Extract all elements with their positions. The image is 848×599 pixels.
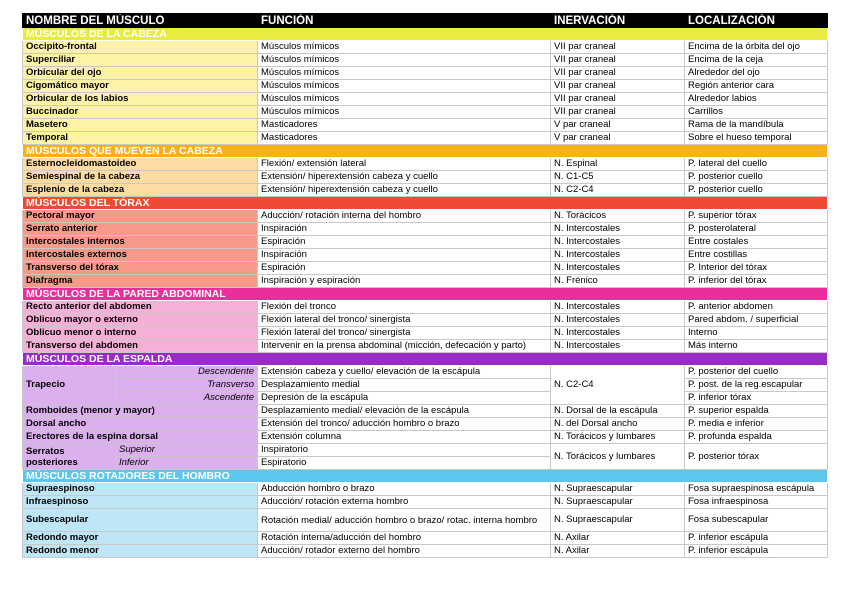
muscle-name: Transverso del tórax bbox=[23, 262, 258, 275]
muscle-subpart: Transverso bbox=[116, 379, 258, 392]
muscle-innervation: V par craneal bbox=[551, 119, 685, 132]
table-row bbox=[23, 210, 828, 223]
muscle-innervation: N. Intercostales bbox=[551, 327, 685, 340]
table-row bbox=[23, 545, 828, 558]
table-row bbox=[23, 249, 828, 262]
muscle-function: Músculos mímicos bbox=[258, 93, 551, 106]
section-title: MÚSCULOS ROTADORES DEL HOMBRO bbox=[23, 470, 828, 483]
muscle-subpart: Descendente bbox=[116, 366, 258, 379]
muscle-function: Flexión lateral del tronco/ sinergista bbox=[258, 327, 551, 340]
muscle-function: Inspiración bbox=[258, 223, 551, 236]
muscle-function: Inspiración bbox=[258, 249, 551, 262]
muscle-function: Músculos mímicos bbox=[258, 80, 551, 93]
muscle-name: Supraespinoso bbox=[23, 483, 258, 496]
muscle-name: Esternocleidomastoideo bbox=[23, 158, 258, 171]
muscle-location: P. posterolateral bbox=[685, 223, 828, 236]
muscle-function: Espiración bbox=[258, 262, 551, 275]
muscle-location: P. posterior tórax bbox=[685, 444, 828, 470]
muscle-location: Sobre el hueso temporal bbox=[685, 132, 828, 145]
section-header-row bbox=[23, 197, 828, 210]
muscle-location: Más interno bbox=[685, 340, 828, 353]
section-header-row bbox=[23, 470, 828, 483]
section-title: MÚSCULOS DE LA PARED ABDOMINAL bbox=[23, 288, 828, 301]
muscle-innervation: N. Supraescapular bbox=[551, 483, 685, 496]
muscle-location: P. inferior del tórax bbox=[685, 275, 828, 288]
table-row bbox=[23, 171, 828, 184]
section-header-row bbox=[23, 288, 828, 301]
muscle-name: Cigomático mayor bbox=[23, 80, 258, 93]
muscle-name: Orbicular del ojo bbox=[23, 67, 258, 80]
muscle-location: P. profunda espalda bbox=[685, 431, 828, 444]
muscle-location: P. Interior del tórax bbox=[685, 262, 828, 275]
header-funcion: FUNCIÓN bbox=[258, 14, 551, 28]
muscle-name: Diafragma bbox=[23, 275, 258, 288]
section-title: MÚSCULOS DEL TÓRAX bbox=[23, 197, 828, 210]
muscle-name: Erectores de la espina dorsal bbox=[23, 431, 258, 444]
header-nombre: NOMBRE DEL MÚSCULO bbox=[23, 14, 258, 28]
table-body bbox=[23, 28, 828, 558]
muscle-function: Músculos mímicos bbox=[258, 41, 551, 54]
muscle-location: P. superior tórax bbox=[685, 210, 828, 223]
muscle-function: Músculos mímicos bbox=[258, 106, 551, 119]
muscle-function: Aducción/ rotación externa hombro bbox=[258, 496, 551, 509]
muscle-innervation: N. Frénico bbox=[551, 275, 685, 288]
muscle-innervation: N. C1-C5 bbox=[551, 171, 685, 184]
table-row bbox=[23, 444, 828, 457]
table-row bbox=[23, 41, 828, 54]
table-row bbox=[23, 509, 828, 532]
table-row bbox=[23, 418, 828, 431]
muscle-location: P. anterior abdomen bbox=[685, 301, 828, 314]
muscle-innervation: N. del Dorsal ancho bbox=[551, 418, 685, 431]
muscle-table bbox=[22, 13, 828, 558]
muscle-function: Músculos mímicos bbox=[258, 54, 551, 67]
section-header-row bbox=[23, 28, 828, 41]
muscle-function: Intervenir en la prensa abdominal (micción, defecación y parto) bbox=[258, 340, 551, 353]
muscle-location: P. superior espalda bbox=[685, 405, 828, 418]
muscle-location: P. post. de la reg.escapular bbox=[685, 379, 828, 392]
section-header-row bbox=[23, 145, 828, 158]
muscle-innervation: N. Torácicos y lumbares bbox=[551, 431, 685, 444]
header-inervacion: INERVACIÓN bbox=[551, 14, 685, 28]
muscle-name: Infraespinoso bbox=[23, 496, 258, 509]
muscle-function: Espiración bbox=[258, 236, 551, 249]
muscle-innervation: N. Intercostales bbox=[551, 262, 685, 275]
table-row bbox=[23, 236, 828, 249]
table-row bbox=[23, 496, 828, 509]
muscle-location: Entre costillas bbox=[685, 249, 828, 262]
muscle-innervation: N. Torácicos bbox=[551, 210, 685, 223]
muscle-function: Aducción/ rotación interna del hombro bbox=[258, 210, 551, 223]
table-row bbox=[23, 340, 828, 353]
muscle-innervation: VII par craneal bbox=[551, 106, 685, 119]
muscle-name: Serrato anterior bbox=[23, 223, 258, 236]
muscle-location: P. inferior tórax bbox=[685, 392, 828, 405]
muscle-innervation: N. Intercostales bbox=[551, 314, 685, 327]
header-row bbox=[23, 14, 828, 28]
muscle-name: Buccinador bbox=[23, 106, 258, 119]
muscle-innervation: N. Intercostales bbox=[551, 340, 685, 353]
table-row bbox=[23, 93, 828, 106]
table-row bbox=[23, 223, 828, 236]
table-row bbox=[23, 314, 828, 327]
muscle-location: Carrillos bbox=[685, 106, 828, 119]
muscle-subpart: Superior bbox=[116, 444, 258, 457]
table-row bbox=[23, 132, 828, 145]
muscle-location: Encima de la ceja bbox=[685, 54, 828, 67]
muscle-function: Inspiración y espiración bbox=[258, 275, 551, 288]
muscle-function: Rotación medial/ aducción hombro o brazo/ rotac. interna hombro bbox=[258, 509, 551, 532]
muscle-name: Intercostales externos bbox=[23, 249, 258, 262]
muscle-innervation: N. Axilar bbox=[551, 545, 685, 558]
table-row bbox=[23, 366, 828, 379]
muscle-name: Masetero bbox=[23, 119, 258, 132]
table-row bbox=[23, 532, 828, 545]
muscle-function: Músculos mímicos bbox=[258, 67, 551, 80]
muscle-name: Subescapular bbox=[23, 509, 258, 532]
muscle-name: Intercostales internos bbox=[23, 236, 258, 249]
header-localizacion: LOCALIZACIÓN bbox=[685, 14, 828, 28]
muscle-name: Pectoral mayor bbox=[23, 210, 258, 223]
muscle-function: Extensión/ hiperextensión cabeza y cuello bbox=[258, 171, 551, 184]
muscle-location: Alrededor labios bbox=[685, 93, 828, 106]
muscle-location: Pared abdom. / superficial bbox=[685, 314, 828, 327]
muscle-name: Transverso del abdomen bbox=[23, 340, 258, 353]
muscle-location: P. posterior del cuello bbox=[685, 366, 828, 379]
muscle-function: Desplazamiento medial bbox=[258, 379, 551, 392]
muscle-innervation: N. Espinal bbox=[551, 158, 685, 171]
muscle-subpart: Ascendente bbox=[116, 392, 258, 405]
section-title: MÚSCULOS DE LA ESPALDA bbox=[23, 353, 828, 366]
muscle-function: Abducción hombro o brazo bbox=[258, 483, 551, 496]
table-row bbox=[23, 80, 828, 93]
muscle-name: Temporal bbox=[23, 132, 258, 145]
muscle-innervation: N. Dorsal de la escápula bbox=[551, 405, 685, 418]
muscle-name: Trapecio bbox=[23, 366, 116, 405]
muscle-name: Oblicuo menor o interno bbox=[23, 327, 258, 340]
table-row bbox=[23, 119, 828, 132]
muscle-location: Alrededor del ojo bbox=[685, 67, 828, 80]
muscle-innervation: N. Intercostales bbox=[551, 223, 685, 236]
muscle-innervation: N. Torácicos y lumbares bbox=[551, 444, 685, 470]
muscle-function: Inspiratorio bbox=[258, 444, 551, 457]
table-row bbox=[23, 431, 828, 444]
muscle-innervation: VII par craneal bbox=[551, 41, 685, 54]
muscle-location: Interno bbox=[685, 327, 828, 340]
table-row bbox=[23, 392, 828, 405]
muscle-innervation: N. Intercostales bbox=[551, 301, 685, 314]
muscle-function: Flexión lateral del tronco/ sinergista bbox=[258, 314, 551, 327]
muscle-location: Fosa infraespinosa bbox=[685, 496, 828, 509]
muscle-function: Extensión columna bbox=[258, 431, 551, 444]
muscle-location: P. posterior cuello bbox=[685, 184, 828, 197]
section-title: MÚSCULOS DE LA CABEZA bbox=[23, 28, 828, 41]
muscle-innervation: VII par craneal bbox=[551, 93, 685, 106]
muscle-innervation: VII par craneal bbox=[551, 54, 685, 67]
muscle-location: Fosa subescapular bbox=[685, 509, 828, 532]
table-row bbox=[23, 483, 828, 496]
table-row bbox=[23, 262, 828, 275]
muscle-name: Superciliar bbox=[23, 54, 258, 67]
table-row bbox=[23, 405, 828, 418]
table-row bbox=[23, 327, 828, 340]
muscle-function: Flexión del tronco bbox=[258, 301, 551, 314]
muscle-name: Occipito-frontal bbox=[23, 41, 258, 54]
muscle-name: Recto anterior del abdomen bbox=[23, 301, 258, 314]
muscle-function: Depresión de la escápula bbox=[258, 392, 551, 405]
table-row bbox=[23, 301, 828, 314]
table-row bbox=[23, 275, 828, 288]
muscle-location: P. inferior escápula bbox=[685, 545, 828, 558]
muscle-function: Extensión/ hiperextensión cabeza y cuello bbox=[258, 184, 551, 197]
muscle-function: Masticadores bbox=[258, 132, 551, 145]
table-row bbox=[23, 184, 828, 197]
table-row bbox=[23, 54, 828, 67]
muscle-innervation: N. Axilar bbox=[551, 532, 685, 545]
muscle-innervation: V par craneal bbox=[551, 132, 685, 145]
muscle-name: Romboides (menor y mayor) bbox=[23, 405, 258, 418]
muscle-innervation: N. Supraescapular bbox=[551, 509, 685, 532]
muscle-name: Oblicuo mayor o externo bbox=[23, 314, 258, 327]
muscle-name: Esplenio de la cabeza bbox=[23, 184, 258, 197]
muscle-name: Redondo menor bbox=[23, 545, 258, 558]
muscle-location: P. media e inferior bbox=[685, 418, 828, 431]
table-row bbox=[23, 158, 828, 171]
muscle-innervation: N. C2-C4 bbox=[551, 184, 685, 197]
table-row bbox=[23, 379, 828, 392]
muscle-function: Extensión del tronco/ aducción hombro o brazo bbox=[258, 418, 551, 431]
muscle-function: Aducción/ rotador externo del hombro bbox=[258, 545, 551, 558]
muscle-function: Espiratorio bbox=[258, 457, 551, 470]
muscle-function: Rotación interna/aducción del hombro bbox=[258, 532, 551, 545]
muscle-location: Región anterior cara bbox=[685, 80, 828, 93]
muscle-innervation: N. Intercostales bbox=[551, 236, 685, 249]
muscle-subpart: Inferior bbox=[116, 457, 258, 470]
muscle-function: Desplazamiento medial/ elevación de la escápula bbox=[258, 405, 551, 418]
muscle-location: Entre costales bbox=[685, 236, 828, 249]
section-title: MÚSCULOS QUE MUEVEN LA CABEZA bbox=[23, 145, 828, 158]
muscle-name: Serratos posteriores bbox=[23, 444, 116, 470]
table-row bbox=[23, 67, 828, 80]
muscle-location: P. posterior cuello bbox=[685, 171, 828, 184]
muscle-function: Extensión cabeza y cuello/ elevación de la escápula bbox=[258, 366, 551, 379]
table-row bbox=[23, 106, 828, 119]
muscle-location: Fosa supraespinosa escápula bbox=[685, 483, 828, 496]
muscle-table-container bbox=[22, 13, 827, 558]
muscle-location: P. inferior escápula bbox=[685, 532, 828, 545]
muscle-innervation: VII par craneal bbox=[551, 80, 685, 93]
muscle-innervation: VII par craneal bbox=[551, 67, 685, 80]
muscle-location: Rama de la mandíbula bbox=[685, 119, 828, 132]
muscle-innervation: N. C2-C4 bbox=[551, 366, 685, 405]
muscle-location: P. lateral del cuello bbox=[685, 158, 828, 171]
muscle-location: Encima de la órbita del ojo bbox=[685, 41, 828, 54]
muscle-name: Dorsal ancho bbox=[23, 418, 258, 431]
muscle-function: Flexión/ extensión lateral bbox=[258, 158, 551, 171]
muscle-function: Masticadores bbox=[258, 119, 551, 132]
muscle-innervation: N. Intercostales bbox=[551, 249, 685, 262]
muscle-name: Orbicular de los labios bbox=[23, 93, 258, 106]
section-header-row bbox=[23, 353, 828, 366]
muscle-name: Semiespinal de la cabeza bbox=[23, 171, 258, 184]
muscle-innervation: N. Supraescapular bbox=[551, 496, 685, 509]
muscle-name: Redondo mayor bbox=[23, 532, 258, 545]
